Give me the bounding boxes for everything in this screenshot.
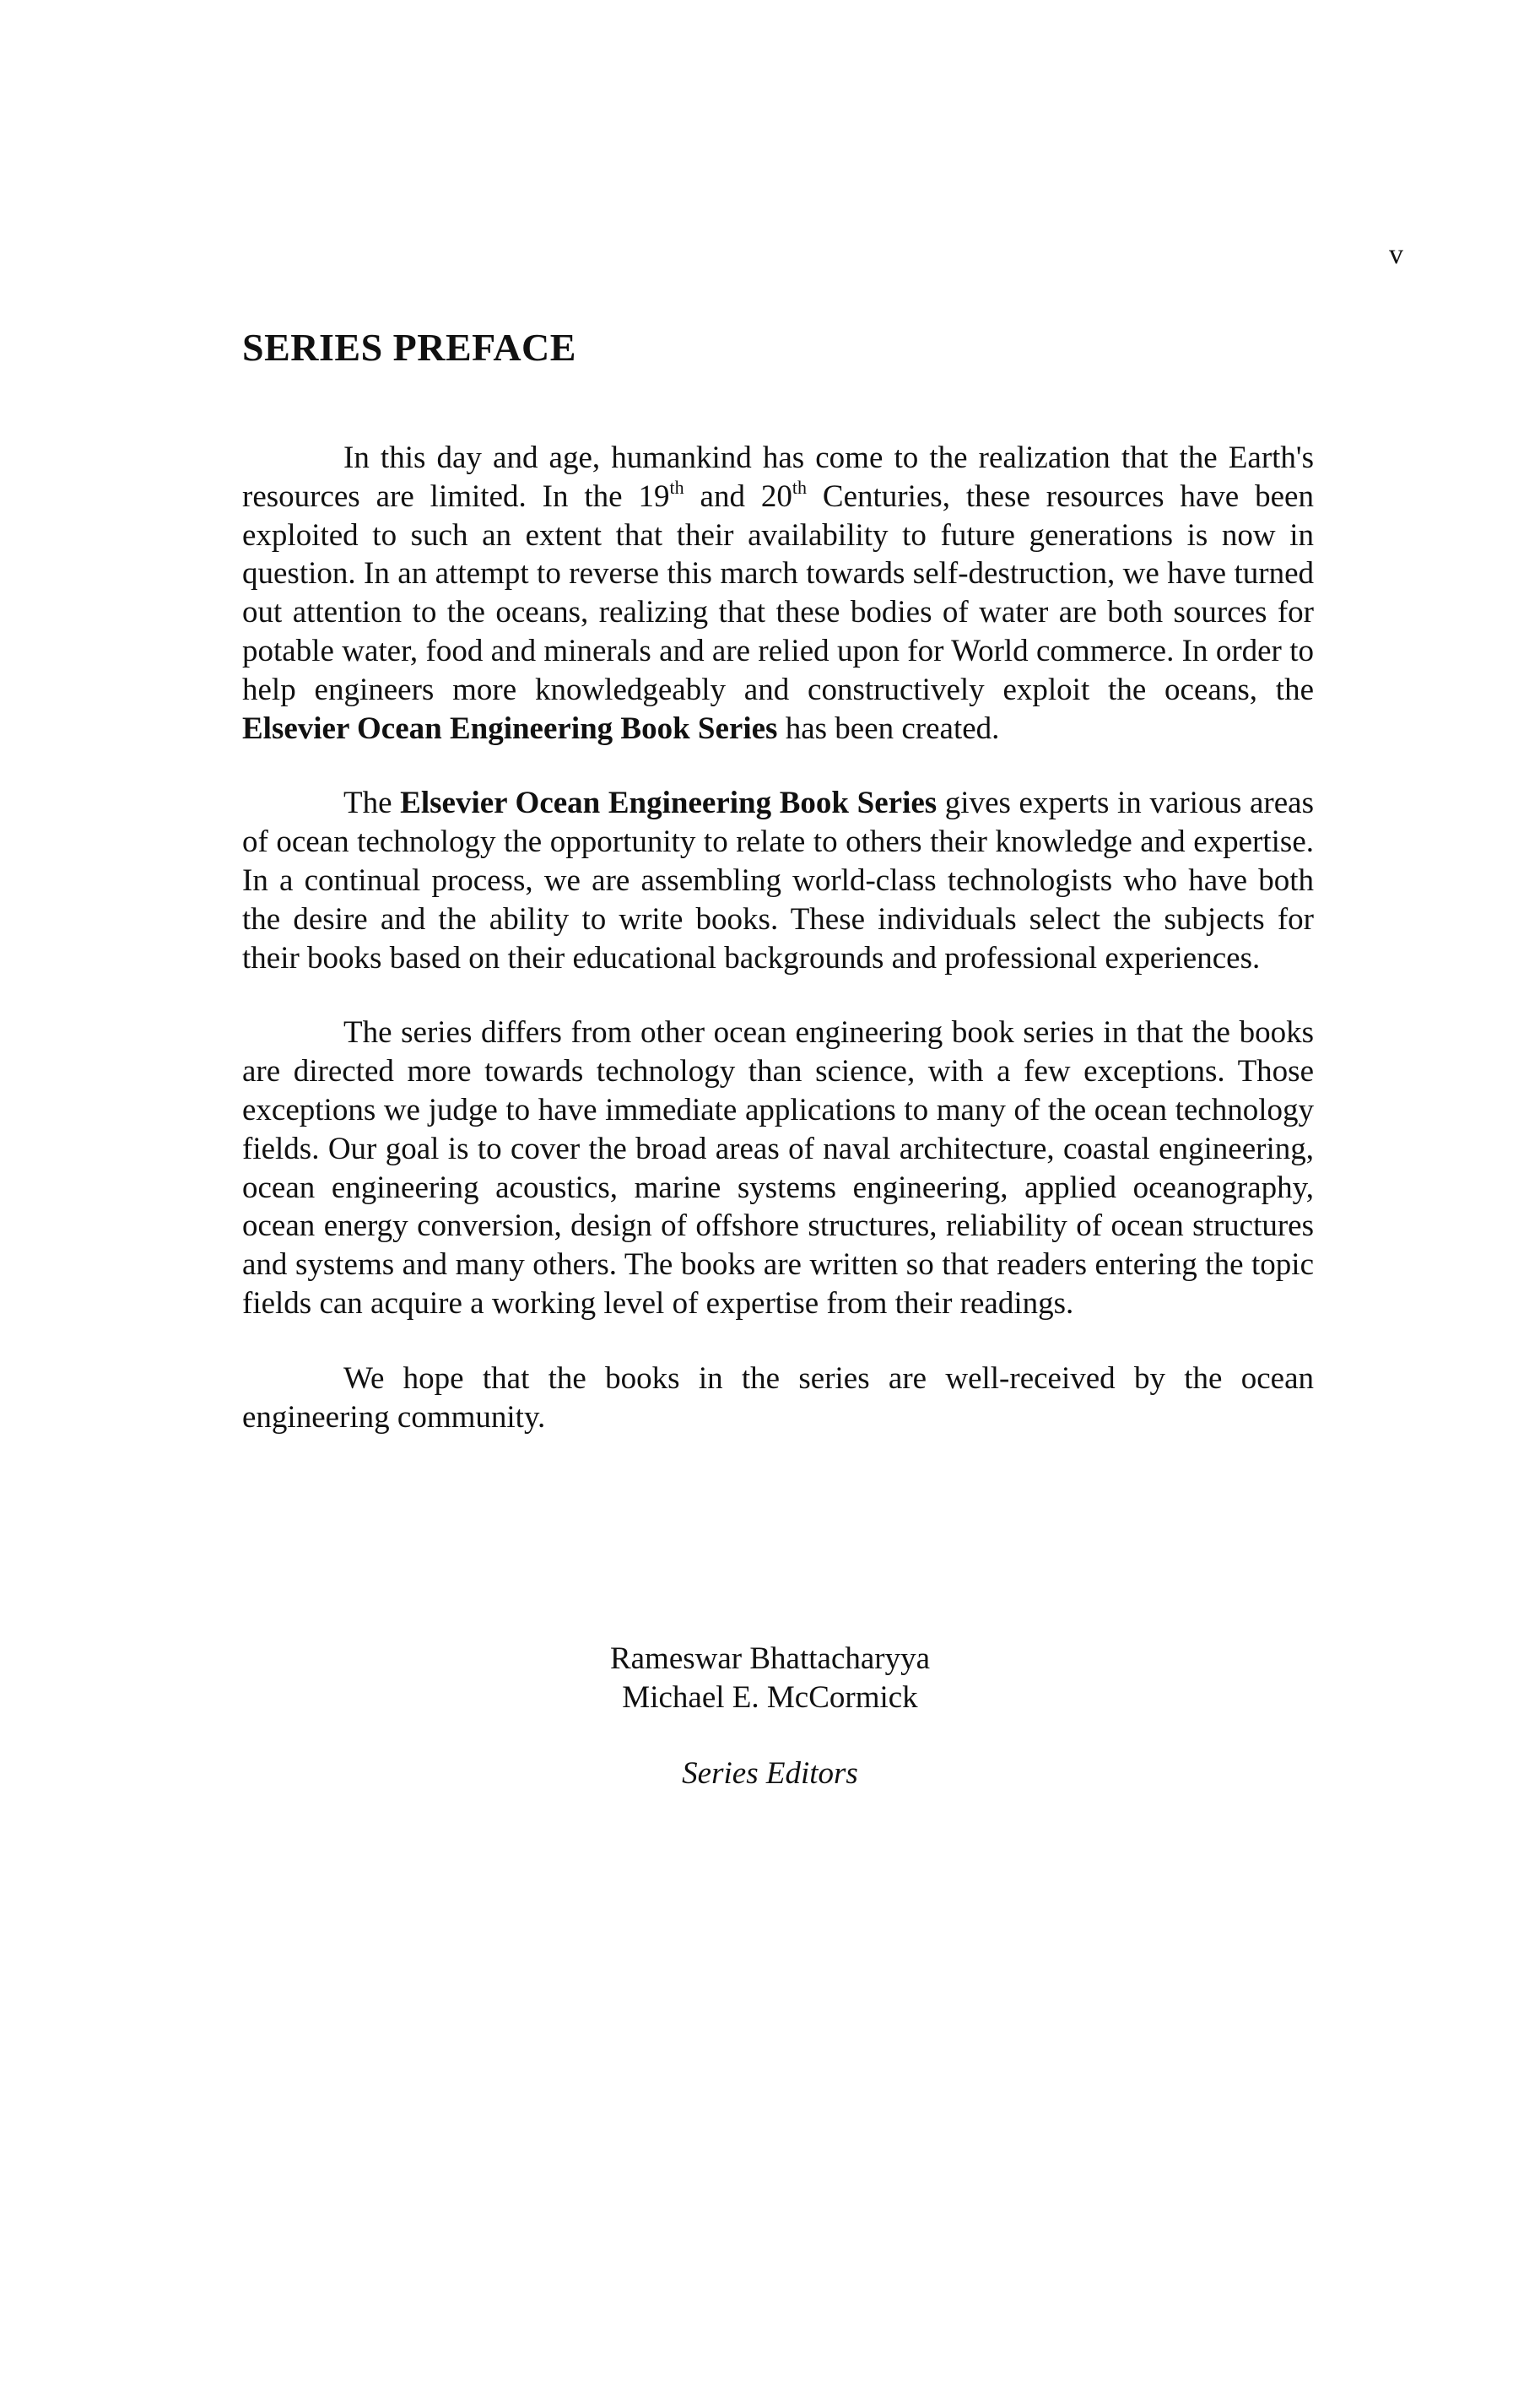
paragraph-text: Centuries, these resources have been exploited to such an extent that their availability to future generations is now in question. In an attempt to reverse this march towards self-destruction, we have turned out attention to the oceans, realizing that these bodies of water are both sources for potable water, food and minerals and are relied upon for World commerce. In order to help engineers more knowledgeably and constructively exploit the oceans, the: [242, 478, 1314, 707]
editor-role: Series Editors: [682, 1756, 858, 1791]
paragraph-text: has been created.: [777, 711, 1000, 746]
preface-paragraph-1: [242, 439, 1314, 748]
page-title: SERIES PREFACE: [242, 326, 576, 369]
series-name-emphasis: Elsevier Ocean Engineering Book Series: [400, 786, 938, 821]
editor-name-1: Rameswar Bhattacharyya: [609, 1641, 931, 1676]
preface-paragraph-4: [242, 1360, 1314, 1437]
preface-body: [242, 439, 1314, 1473]
paragraph-text: We hope that the books in the series are well-received by the ocean engineering community.: [242, 1360, 1314, 1435]
paragraph-text: The: [343, 786, 401, 821]
paragraph-text: In this day and age, humankind has come to the realization that the Earth's resources are limited. In the 19: [242, 441, 1314, 514]
series-name-emphasis: Elsevier Ocean Engineering Book Series: [242, 711, 778, 746]
paragraph-text: The series differs from other ocean engineering book series in that the books are directed more towards technology than science, with a few exceptions. Those exceptions we judge to have immediate applications to many of the ocean technology fields. Our goal is to cover the broad areas of naval architecture, coastal engineering, ocean engineering acoustics, marine systems engineering, applied oceanography, ocean energy conversion, design of offshore structures, reliability of ocean structures and systems and many others. The books are written so that readers entering the topic fields can acquire a working level of expertise from their readings.: [242, 1015, 1314, 1321]
paragraph-text: gives experts in various areas of ocean technology the opportunity to relate to others their knowledge and expertise. In a continual process, we are assembling world-class technologists who have both the desire and the ability to write books. These individuals select the subjects for their books based on their educational backgrounds and professional experiences.: [242, 786, 1314, 976]
paragraph-text: and 20: [684, 478, 792, 514]
ordinal-superscript: th: [792, 476, 807, 498]
preface-paragraph-2: [242, 784, 1314, 977]
ordinal-superscript: th: [669, 476, 684, 498]
signature-block: [0, 1640, 1540, 1793]
page-number: v: [1389, 239, 1403, 270]
editor-name-2: Michael E. McCormick: [622, 1680, 918, 1715]
preface-paragraph-3: [242, 1014, 1314, 1322]
